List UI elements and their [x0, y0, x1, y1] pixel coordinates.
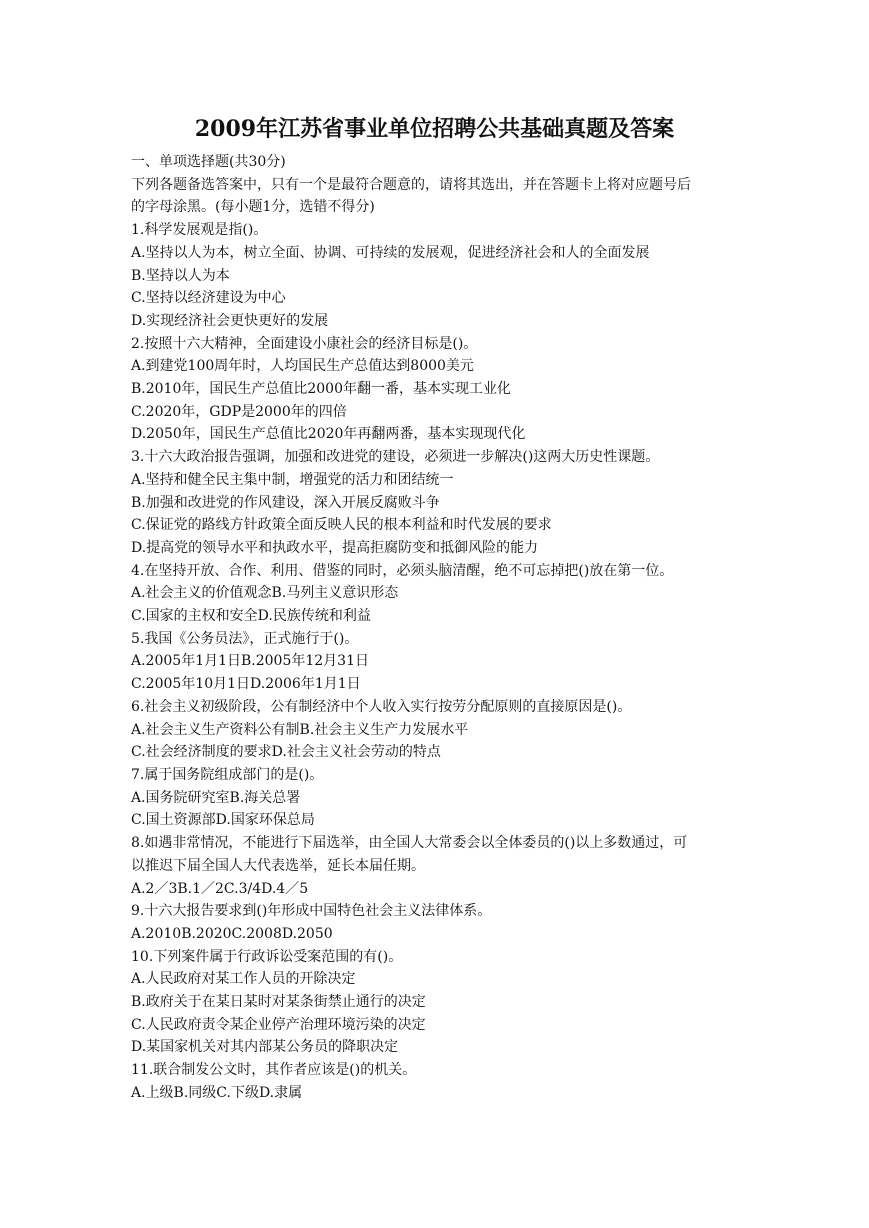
- text-line: A.2／3B.1／2C.3/4D.4／5: [131, 880, 309, 897]
- text-line: A.2005年1月1日B.2005年12月31日: [131, 653, 369, 670]
- text-line: 以推迟下届全国人大代表选举，延长本届任期。: [131, 857, 425, 874]
- text-line: A.坚持以人为本，树立全面、协调、可持续的发展观，促进经济社会和人的全面发展: [131, 244, 650, 261]
- text-line: 8.如遇非常情况，不能进行下届选举，由全国人大常委会以全体委员的()以上多数通过，可: [131, 835, 688, 852]
- text-line: C.国家的主权和安全D.民族传统和利益: [131, 608, 371, 625]
- text-line: 11.联合制发公文时，其作者应该是()的机关。: [131, 1062, 417, 1079]
- document-title: 2009年江苏省事业单位招聘公共基础真题及答案: [194, 116, 675, 142]
- text-line: A.2010B.2020C.2008D.2050: [131, 925, 333, 942]
- text-line: 9.十六大报告要求到()年形成中国特色社会主义法律体系。: [131, 903, 492, 920]
- text-line: D.提高党的领导水平和执政水平，提高拒腐防变和抵御风险的能力: [131, 539, 539, 556]
- text-line: C.国土资源部D.国家环保总局: [131, 812, 315, 829]
- text-line: C.2020年，GDP是2000年的四倍: [131, 403, 347, 420]
- text-line: D.实现经济社会更快更好的发展: [131, 312, 329, 329]
- text-line: B.坚持以人为本: [131, 267, 230, 284]
- text-line: A.社会主义生产资料公有制B.社会主义生产力发展水平: [131, 721, 469, 738]
- text-line: D.2050年，国民生产总值比2020年再翻两番，基本实现现代化: [131, 426, 526, 443]
- text-line: A.坚持和健全民主集中制，增强党的活力和团结统一: [131, 471, 454, 488]
- text-line: 4.在坚持开放、合作、利用、借鉴的同时，必须头脑清醒，绝不可忘掉把()放在第一位。: [131, 562, 674, 579]
- text-line: B.加强和改进党的作风建设，深入开展反腐败斗争: [131, 494, 440, 511]
- text-line: 下列各题备选答案中，只有一个是最符合题意的，请将其选出，并在答题卡上将对应题号后: [131, 176, 691, 193]
- text-line: A.国务院研究室B.海关总署: [131, 789, 301, 806]
- text-line: C.保证党的路线方针政策全面反映人民的根本利益和时代发展的要求: [131, 517, 552, 534]
- text-line: 5.我国《公务员法》，正式施行于()。: [131, 630, 359, 647]
- text-line: C.社会经济制度的要求D.社会主义社会劳动的特点: [131, 744, 441, 761]
- text-line: A.人民政府对某工作人员的开除决定: [131, 971, 356, 988]
- text-line: 7.属于国务院组成部门的是()。: [131, 766, 324, 783]
- text-line: 的字母涂黑。(每小题1分，选错不得分): [131, 199, 375, 216]
- text-line: A.上级B.同级C.下级D.隶属: [131, 1084, 303, 1101]
- text-line: C.2005年10月1日D.2006年1月1日: [131, 676, 361, 693]
- text-line: B.2010年，国民生产总值比2000年翻一番，基本实现工业化: [131, 381, 511, 398]
- document-body: [131, 151, 741, 1105]
- text-line: C.人民政府责令某企业停产治理环境污染的决定: [131, 1016, 426, 1033]
- text-line: A.社会主义的价值观念B.马列主义意识形态: [131, 585, 399, 602]
- text-line: 1.科学发展观是指()。: [131, 222, 268, 239]
- text-line: A.到建党100周年时，人均国民生产总值达到8000美元: [131, 358, 474, 375]
- text-line: 10.下列案件属于行政诉讼受案范围的有()。: [131, 948, 403, 965]
- text-line: 6.社会主义初级阶段，公有制经济中个人收入实行按劳分配原则的直接原因是()。: [131, 698, 632, 715]
- text-line: 一、单项选择题(共30分): [131, 154, 286, 170]
- text-line: B.政府关于在某日某时对某条街禁止通行的决定: [131, 994, 426, 1011]
- text-line: 3.十六大政治报告强调，加强和改进党的建设，必须进一步解决()这两大历史性课题。: [131, 449, 660, 466]
- text-line: C.坚持以经济建设为中心: [131, 290, 286, 307]
- text-line: 2.按照十六大精神，全面建设小康社会的经济目标是()。: [131, 335, 478, 352]
- text-line: D.某国家机关对其内部某公务员的降职决定: [131, 1039, 399, 1056]
